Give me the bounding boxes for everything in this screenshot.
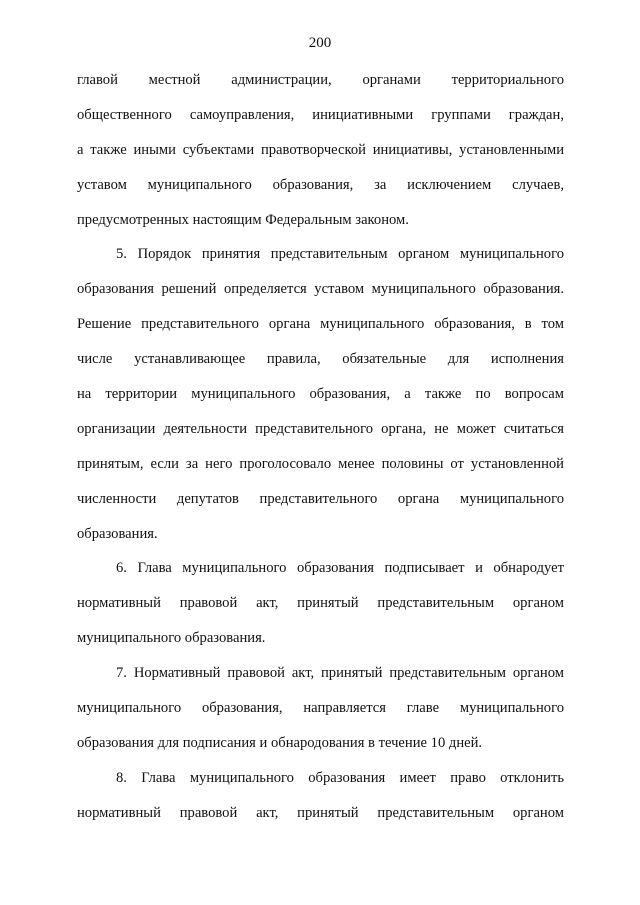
text-line: 6. Глава муниципального образования подписывает и обнародует bbox=[116, 560, 564, 577]
text-line: нормативный правовой акт, принятый представительным органом bbox=[77, 804, 564, 821]
text-line: уставом муниципального образования, за исключением случаев, bbox=[77, 176, 564, 193]
text-line: 8. Глава муниципального образования имеет право отклонить bbox=[116, 769, 564, 786]
paragraph-8 bbox=[77, 761, 564, 831]
paragraph-7 bbox=[77, 656, 564, 761]
text-line: числе устанавливающее правила, обязательные для исполнения bbox=[77, 351, 564, 368]
paragraph-6 bbox=[77, 551, 564, 656]
text-line: организации деятельности представительного органа, не может считаться bbox=[77, 420, 564, 437]
text-line: численности депутатов представительного органа муниципального bbox=[77, 490, 564, 507]
text-line: образования. bbox=[77, 525, 158, 542]
text-line: 5. Порядок принятия представительным органом муниципального bbox=[116, 246, 564, 263]
text-line: муниципального образования, направляется главе муниципального bbox=[77, 700, 564, 717]
text-line: 7. Нормативный правовой акт, принятый представительным органом bbox=[116, 665, 564, 682]
text-line: главой местной администрации, органами территориального bbox=[77, 72, 564, 88]
text-line: образования для подписания и обнародования в течение 10 дней. bbox=[77, 734, 483, 751]
text-line: Решение представительного органа муниципального образования, в том bbox=[77, 316, 564, 333]
text-line: принятым, если за него проголосовало менее половины от установленной bbox=[77, 455, 564, 472]
text-line: образования решений определяется уставом муниципального образования. bbox=[77, 281, 564, 298]
text-line: общественного самоуправления, инициативными группами граждан, bbox=[77, 106, 564, 123]
text-line: муниципального образования. bbox=[77, 630, 266, 647]
paragraph-5 bbox=[77, 237, 564, 551]
document-body bbox=[77, 63, 564, 831]
text-line: нормативный правовой акт, принятый представительным органом bbox=[77, 595, 564, 612]
text-line: на территории муниципального образования, а также по вопросам bbox=[77, 386, 564, 403]
paragraph-continuation bbox=[77, 63, 564, 237]
text-line: предусмотренных настоящим Федеральным законом. bbox=[77, 211, 409, 228]
page-number: 200 bbox=[308, 35, 332, 51]
text-line: а также иными субъектами правотворческой инициативы, установленными bbox=[77, 141, 564, 158]
